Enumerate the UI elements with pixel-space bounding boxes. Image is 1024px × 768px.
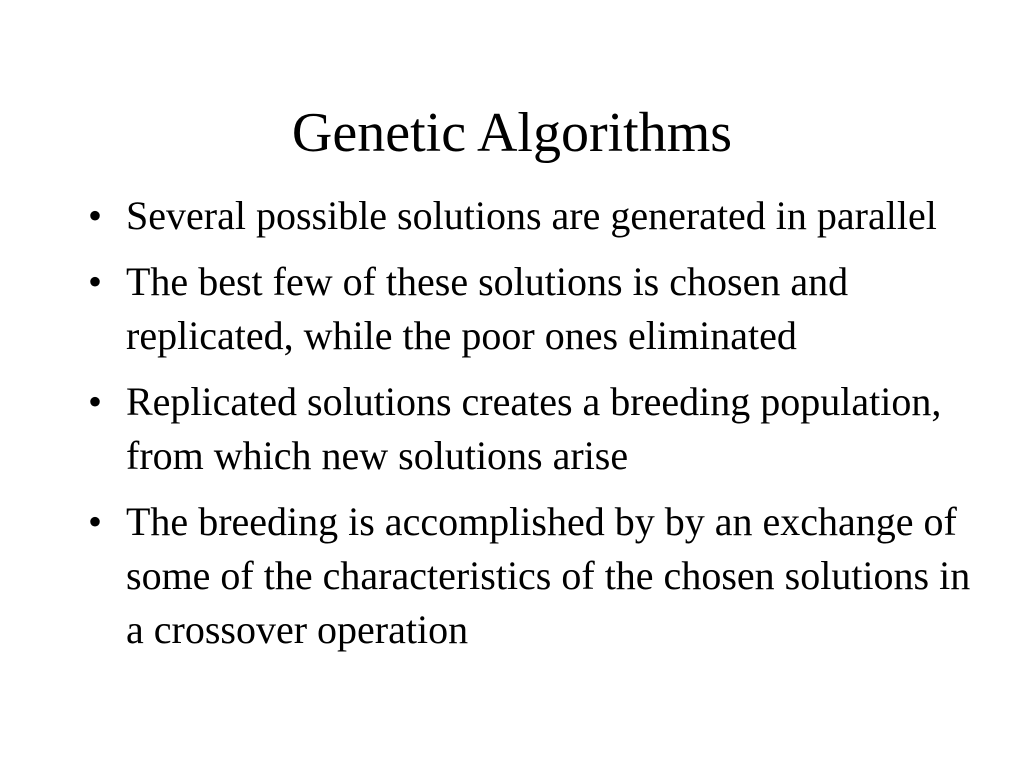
bullet-text: Replicated solutions creates a breeding population, from which new solutions arise	[126, 379, 942, 478]
bullet-icon: •	[88, 259, 103, 304]
bullet-item	[80, 189, 980, 243]
bullet-icon: •	[88, 499, 103, 544]
bullet-item	[80, 495, 980, 657]
bullet-list	[80, 189, 980, 669]
bullet-text: The breeding is accomplished by by an exchange of some of the characteristics of the chosen solutions in a crossover operation	[126, 499, 971, 652]
bullet-icon: •	[88, 379, 103, 424]
bullet-text: Several possible solutions are generated in parallel	[126, 193, 937, 238]
slide-title: Genetic Algorithms	[291, 102, 733, 164]
bullet-text: The best few of these solutions is chosen and replicated, while the poor ones eliminated	[126, 259, 849, 358]
bullet-icon: •	[88, 193, 103, 238]
bullet-item	[80, 255, 980, 363]
bullet-item	[80, 375, 980, 483]
